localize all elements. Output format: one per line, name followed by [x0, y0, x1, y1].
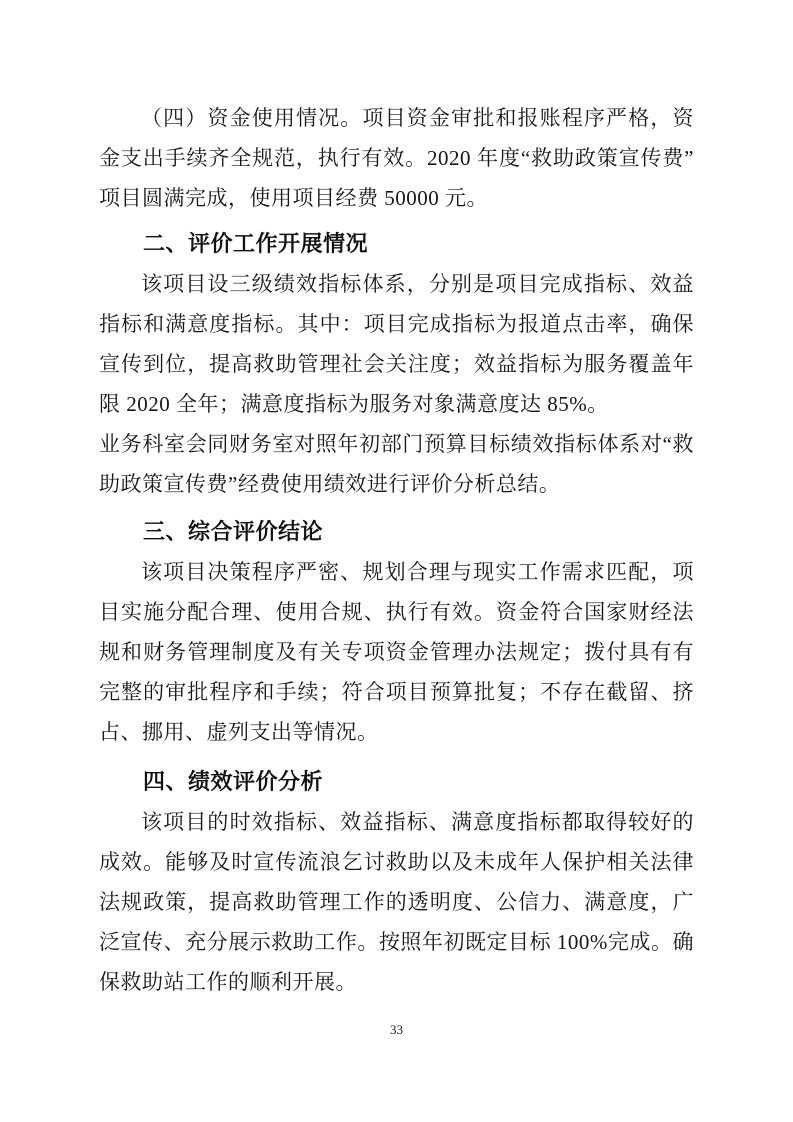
heading-section-4-performance-analysis: 四、绩效评价分析 [143, 769, 324, 794]
paragraph-fund-usage: （四）资金使用情况。项目资金审批和报账程序严格，资金支出手续齐全规范，执行有效。2020 年度“救助政策宣传费”项目圆满完成，使用项目经费 50000 元。 [99, 106, 694, 210]
page-number: 33 [390, 1022, 403, 1037]
paragraph-comprehensive-conclusion: 该项目决策程序严密、规划合理与现实工作需求匹配，项目实施分配合理、使用合规、执行有效。资金符合国家财经法规和财务管理制度及有关专项资金管理办法规定；拨付具有有完整的审批程序和手续；符合项目预算批复；不存在截留、挤占、挪用、虚列支出等情况。 [99, 560, 694, 744]
heading-section-2-evaluation-work: 二、评价工作开展情况 [143, 231, 369, 256]
document-content [99, 98, 694, 1002]
paragraph-business-office-review: 业务科室会同财务室对照年初部门预算目标绩效指标体系对“救助政策宣传费”经费使用绩效进行评价分析总结。 [99, 432, 694, 496]
heading-section-3-comprehensive-conclusion: 三、综合评价结论 [143, 519, 324, 544]
paragraph-indicator-system: 该项目设三级绩效指标体系，分别是项目完成指标、效益指标和满意度指标。其中：项目完成指标为报道点击率，确保宣传到位，提高救助管理社会关注度；效益指标为服务覆盖年限 2020 全年；满意度指标为服务对象满意度达 85%。 [99, 272, 694, 416]
paragraph-performance-analysis: 该项目的时效指标、效益指标、满意度指标都取得较好的成效。能够及时宣传流浪乞讨救助以及未成年人保护相关法律法规政策，提高救助管理工作的透明度、公信力、满意度，广泛宣传、充分展示救助工作。按照年初既定目标 100%完成。确保救助站工作的顺利开展。 [99, 810, 694, 994]
